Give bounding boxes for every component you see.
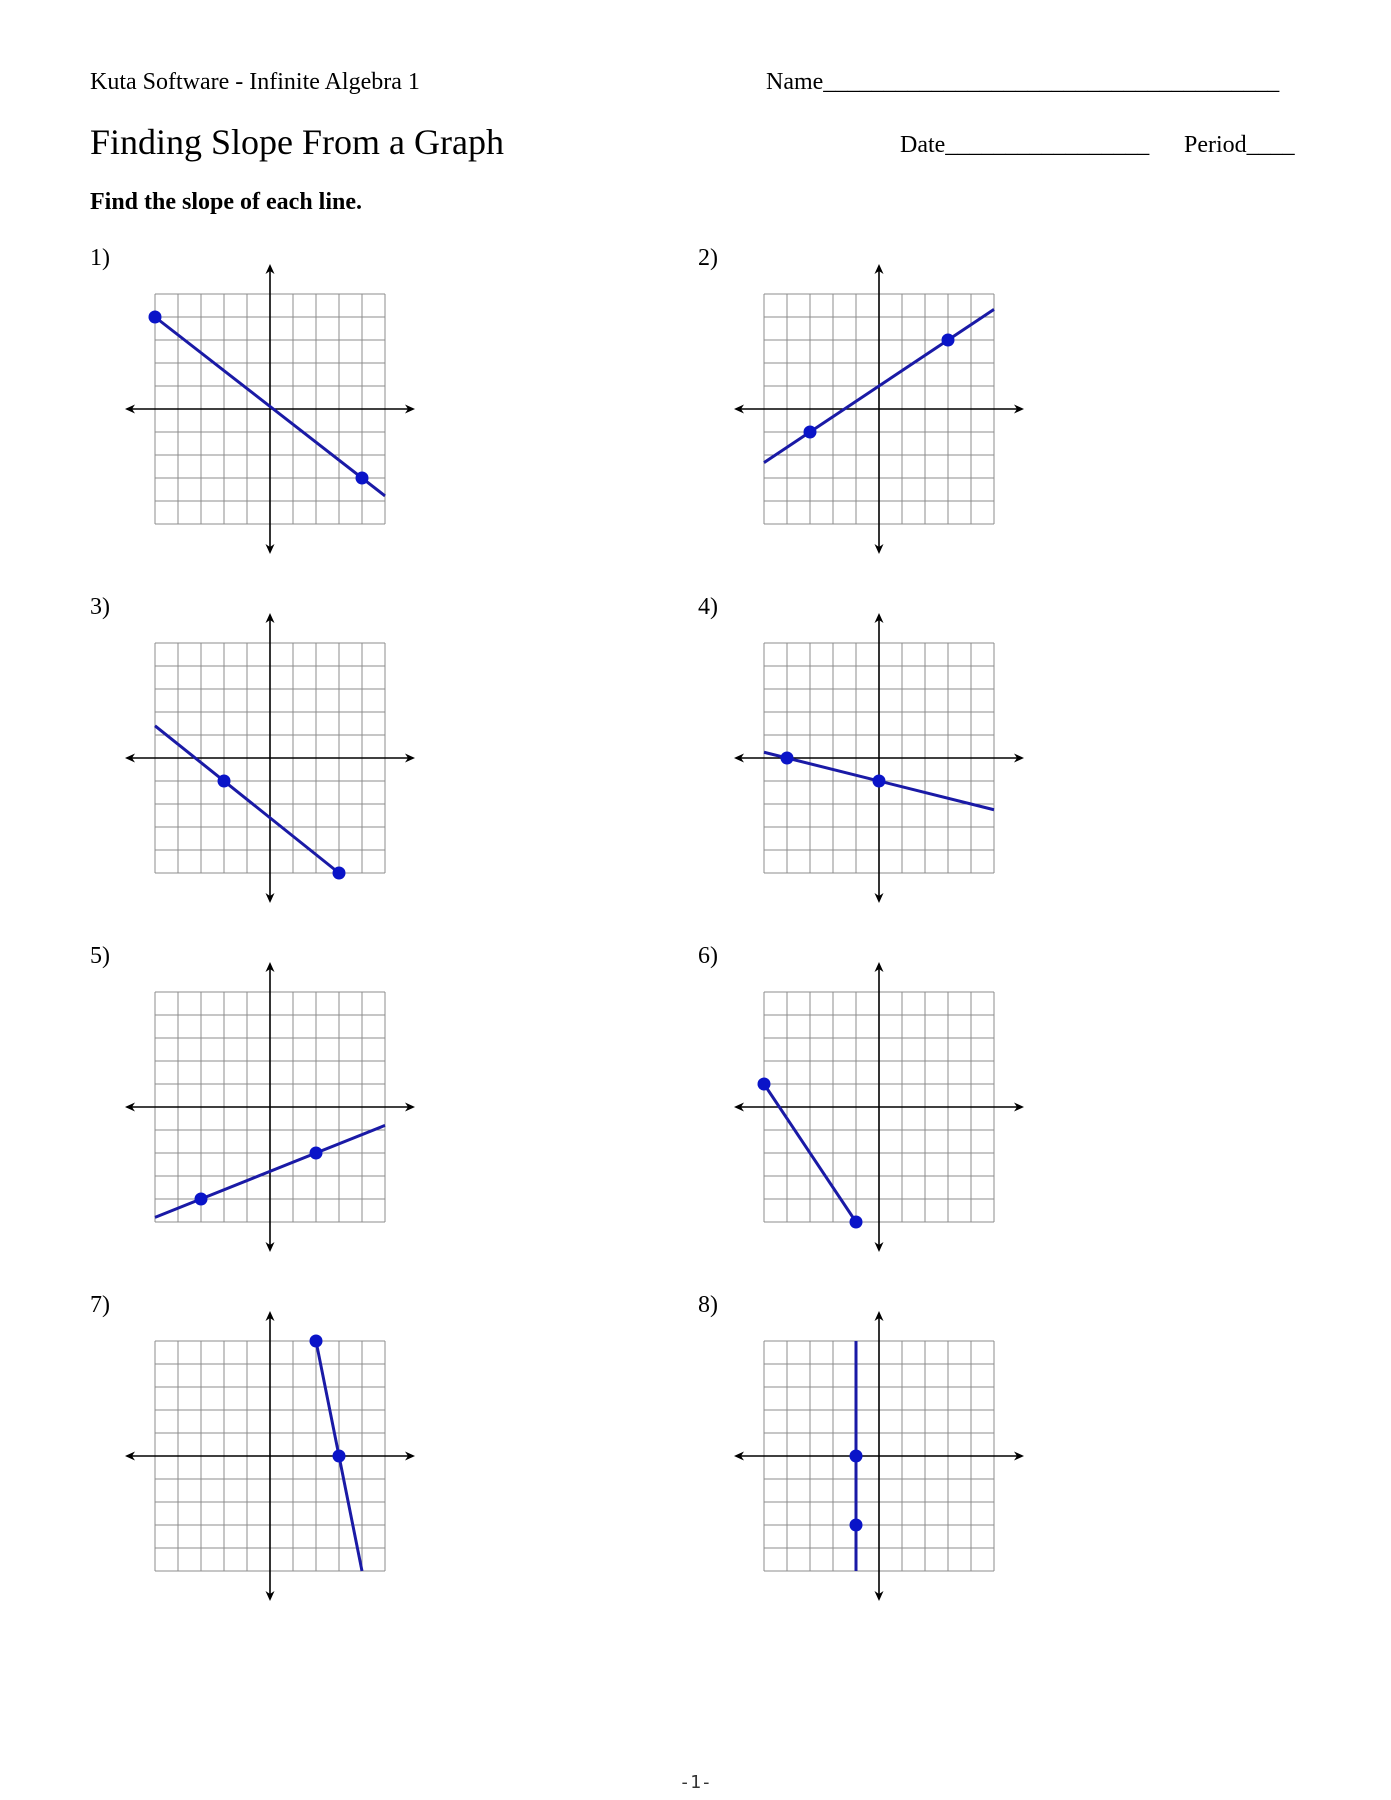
plotted-point	[356, 472, 369, 485]
plotted-point	[804, 426, 817, 439]
problem-6-number: 6)	[698, 943, 718, 969]
name-field[interactable]: Name______________________________________	[766, 69, 1280, 95]
problem-1-graph	[122, 261, 418, 557]
plotted-point	[850, 1216, 863, 1229]
plotted-point	[218, 775, 231, 788]
plotted-point	[310, 1335, 323, 1348]
plotted-point	[333, 1450, 346, 1463]
problem-8-number: 8)	[698, 1292, 718, 1318]
worksheet-title: Finding Slope From a Graph	[90, 122, 504, 162]
instructions: Find the slope of each line.	[90, 189, 363, 215]
plotted-point	[333, 867, 346, 880]
plotted-point	[942, 334, 955, 347]
publisher-name: Kuta Software - Infinite Algebra 1	[90, 69, 420, 95]
problem-3-graph	[122, 610, 418, 906]
plotted-point	[850, 1450, 863, 1463]
period-field[interactable]: Period____	[1184, 132, 1295, 158]
plotted-point	[873, 775, 886, 788]
problem-6-graph	[731, 959, 1027, 1255]
problem-2-number: 2)	[698, 245, 718, 271]
problem-8-graph	[731, 1308, 1027, 1604]
plotted-point	[850, 1519, 863, 1532]
plotted-point	[195, 1193, 208, 1206]
plotted-point	[758, 1078, 771, 1091]
problem-5-number: 5)	[90, 943, 110, 969]
date-field[interactable]: Date_________________	[900, 132, 1150, 158]
problem-1-number: 1)	[90, 245, 110, 271]
problem-7-number: 7)	[90, 1292, 110, 1318]
page-number: -1-	[679, 1772, 712, 1793]
problem-4-number: 4)	[698, 594, 718, 620]
problem-5-graph	[122, 959, 418, 1255]
problem-2-graph	[731, 261, 1027, 557]
problem-3-number: 3)	[90, 594, 110, 620]
problem-7-graph	[122, 1308, 418, 1604]
plotted-point	[149, 311, 162, 324]
problem-4-graph	[731, 610, 1027, 906]
plotted-point	[310, 1147, 323, 1160]
plotted-point	[781, 752, 794, 765]
